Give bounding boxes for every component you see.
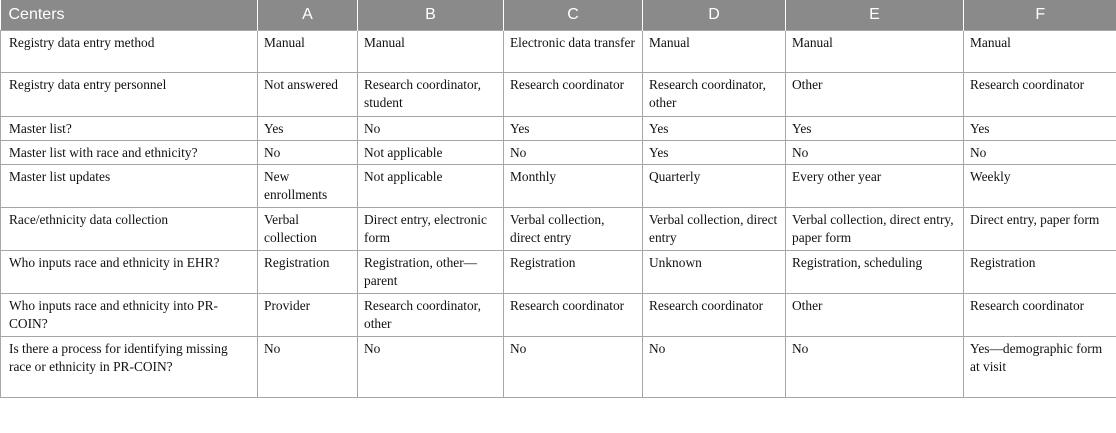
table-cell: Yes	[643, 141, 786, 165]
table-cell: Research coordinator	[504, 73, 643, 117]
table-cell: Registration, scheduling	[786, 251, 964, 294]
table-cell: Yes	[258, 117, 358, 141]
table-cell: Yes	[504, 117, 643, 141]
header-center-a: A	[258, 0, 358, 31]
table-cell: Research coordinator, other	[358, 294, 504, 337]
table-cell: Other	[786, 73, 964, 117]
table-cell: Verbal collection	[258, 208, 358, 251]
row-label: Master list?	[1, 117, 258, 141]
table-cell: No	[964, 141, 1116, 165]
table-cell: Yes	[643, 117, 786, 141]
table-cell: Research coordinator	[964, 73, 1116, 117]
table-cell: Research coordinator	[504, 294, 643, 337]
table-row	[1, 141, 1116, 165]
table-cell: No	[504, 337, 643, 398]
table-row	[1, 31, 1116, 73]
header-center-c: C	[504, 0, 643, 31]
table-cell: Electronic data transfer	[504, 31, 643, 73]
header-center-d: D	[643, 0, 786, 31]
row-label: Is there a process for identifying missing race or ethnicity in PR-COIN?	[1, 337, 258, 398]
table-cell: Verbal collection, direct entry, paper form	[786, 208, 964, 251]
row-label: Who inputs race and ethnicity in EHR?	[1, 251, 258, 294]
table-cell: Provider	[258, 294, 358, 337]
table-cell: No	[786, 337, 964, 398]
table-cell: Other	[786, 294, 964, 337]
table-cell: Quarterly	[643, 165, 786, 208]
table-cell: Every other year	[786, 165, 964, 208]
table-cell: Research coordinator, student	[358, 73, 504, 117]
table-cell: Registration, other—parent	[358, 251, 504, 294]
table-cell: Registration	[964, 251, 1116, 294]
table-cell: Manual	[786, 31, 964, 73]
table-cell: Monthly	[504, 165, 643, 208]
row-label: Master list with race and ethnicity?	[1, 141, 258, 165]
header-center-b: B	[358, 0, 504, 31]
table-row	[1, 165, 1116, 208]
table-row	[1, 117, 1116, 141]
table-cell: No	[258, 141, 358, 165]
table-cell: Not applicable	[358, 165, 504, 208]
table-cell: No	[786, 141, 964, 165]
table-cell: Research coordinator	[964, 294, 1116, 337]
table-cell: Verbal collection, direct entry	[643, 208, 786, 251]
table-row	[1, 73, 1116, 117]
table-cell: Yes—demographic form at visit	[964, 337, 1116, 398]
header-centers: Centers	[1, 0, 258, 31]
row-label: Master list updates	[1, 165, 258, 208]
table-cell: Registration	[504, 251, 643, 294]
table-cell: Manual	[258, 31, 358, 73]
table-cell: No	[504, 141, 643, 165]
row-label: Race/ethnicity data collection	[1, 208, 258, 251]
table-cell: Research coordinator, other	[643, 73, 786, 117]
table-cell: Manual	[358, 31, 504, 73]
header-row	[1, 0, 1116, 31]
header-center-f: F	[964, 0, 1116, 31]
table-cell: Not answered	[258, 73, 358, 117]
row-label: Who inputs race and ethnicity into PR-COIN?	[1, 294, 258, 337]
table-cell: Not applicable	[358, 141, 504, 165]
table-cell: No	[358, 117, 504, 141]
table-cell: Weekly	[964, 165, 1116, 208]
table-row	[1, 294, 1116, 337]
table-cell: Direct entry, electronic form	[358, 208, 504, 251]
table-cell: Direct entry, paper form	[964, 208, 1116, 251]
table-cell: Verbal collection, direct entry	[504, 208, 643, 251]
table-cell: Unknown	[643, 251, 786, 294]
table-row	[1, 337, 1116, 398]
table-cell: Manual	[964, 31, 1116, 73]
row-label: Registry data entry method	[1, 31, 258, 73]
table-cell: No	[358, 337, 504, 398]
table-cell: Yes	[964, 117, 1116, 141]
table-cell: No	[643, 337, 786, 398]
table-cell: Yes	[786, 117, 964, 141]
table-row	[1, 208, 1116, 251]
table-row	[1, 251, 1116, 294]
table-cell: Manual	[643, 31, 786, 73]
row-label: Registry data entry personnel	[1, 73, 258, 117]
table-cell: Research coordinator	[643, 294, 786, 337]
table-cell: Registration	[258, 251, 358, 294]
table-cell: New enrollments	[258, 165, 358, 208]
header-center-e: E	[786, 0, 964, 31]
table-cell: No	[258, 337, 358, 398]
